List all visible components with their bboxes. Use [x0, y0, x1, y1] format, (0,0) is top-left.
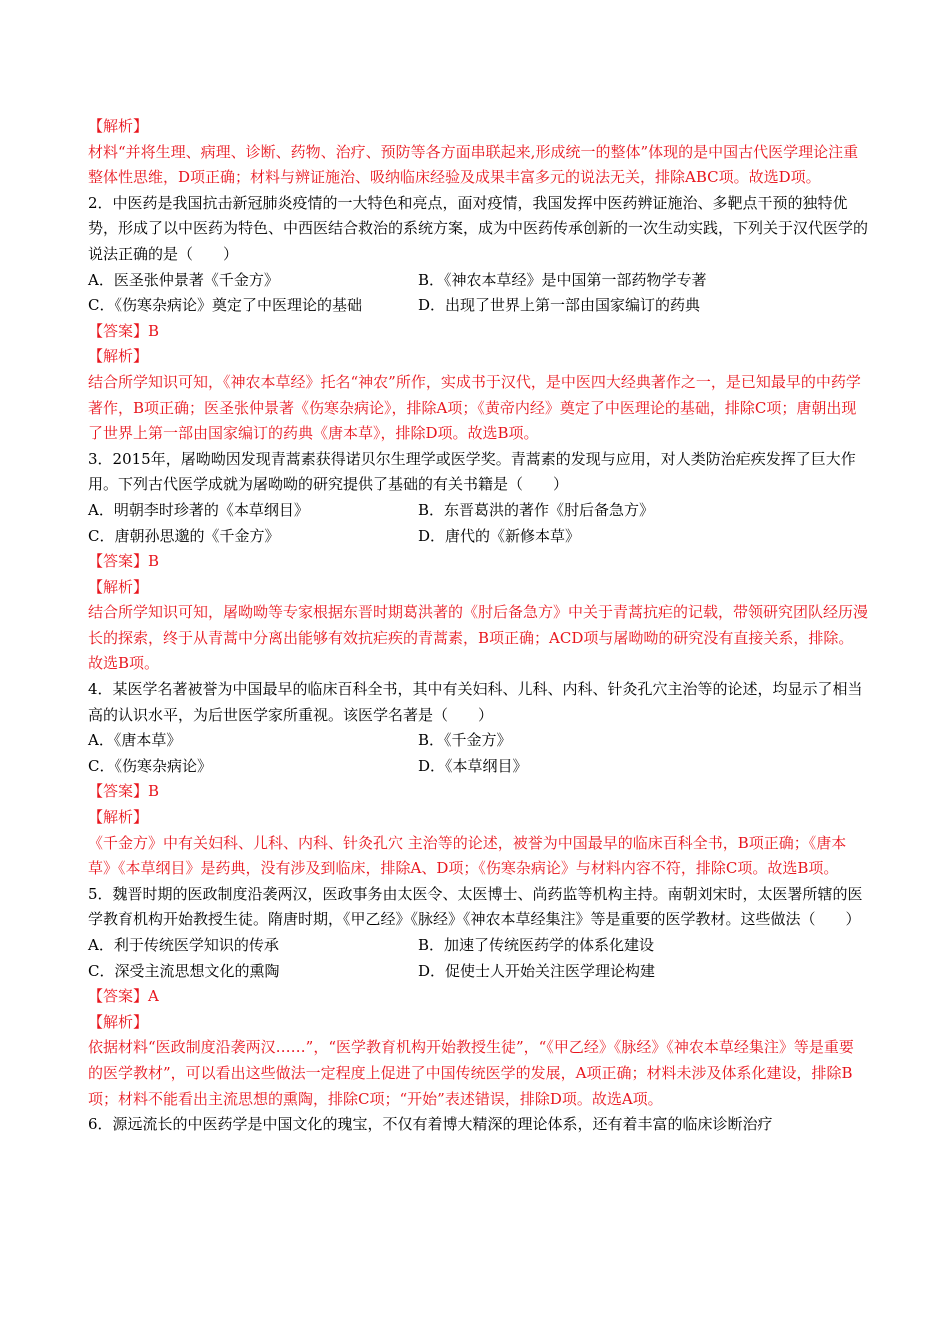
option-b: B．东晋葛洪的著作《肘后备急方》	[418, 500, 655, 519]
document-page	[88, 114, 868, 1138]
option-b: B．加速了传统医药学的体系化建设	[418, 936, 655, 954]
analysis-label: 【解析】	[88, 808, 149, 827]
analysis-text: 依据材料“医政制度沿袭两汉……”，“医学教育机构开始教授生徒”，“《甲乙经》《脉经》《神农本草经集注》等是重要的医学教材”，可以看出这些做法一定程度上促进了中国传统医学的发展，A项正确；材料未涉及体系化建设，排除B项；材料不能看出主流思想的熏陶，排除C项；“开始”表述错误，排除D项。故选A项。	[88, 1038, 854, 1108]
answer: 【答案】B	[88, 321, 160, 340]
option-d: D．《本草纲目》	[418, 756, 528, 775]
option-list	[88, 933, 868, 984]
option-a: A．明朝李时珍著的《本草纲目》	[88, 500, 309, 519]
answer: 【答案】A	[88, 987, 159, 1006]
option-a: A．利于传统医学知识的传承	[88, 936, 279, 954]
option-d: D．促使士人开始关注医学理论构建	[418, 961, 656, 980]
option-a: A．医圣张仲景著《千金方》	[88, 270, 279, 289]
option-d: D．唐代的《新修本草》	[418, 526, 581, 545]
question-stem: 4．某医学名著被誉为中国最早的临床百科全书，其中有关妇科、儿科、内科、针灸孔穴主治等的论述，均显示了相当高的认识水平，为后世医学家所重视。该医学名著是（ ）	[88, 680, 863, 724]
answer: 【答案】B	[88, 552, 160, 571]
option-d: D．出现了世界上第一部由国家编订的药典	[418, 296, 701, 315]
option-c: C．唐朝孙思邈的《千金方》	[88, 526, 280, 545]
option-b: B．《神农本草经》是中国第一部药物学专著	[418, 270, 707, 289]
analysis-label: 【解析】	[88, 347, 149, 366]
option-c: C．《伤寒杂病论》	[88, 756, 212, 775]
option-list	[88, 728, 868, 779]
option-c: C．《伤寒杂病论》奠定了中医理论的基础	[88, 296, 362, 315]
analysis-label: 【解析】	[88, 577, 149, 596]
option-b: B．《千金方》	[418, 731, 512, 750]
option-c: C．深受主流思想文化的熏陶	[88, 961, 280, 980]
answer: 【答案】B	[88, 782, 160, 801]
option-list	[88, 498, 868, 549]
option-list	[88, 268, 868, 319]
analysis-label: 【解析】	[88, 117, 149, 135]
question-stem: 5．魏晋时期的医政制度沿袭两汉，医政事务由太医令、太医博士、尚药监等机构主持。南朝刘宋时，太医署所辖的医学教育机构开始教授生徒。隋唐时期，《甲乙经》《脉经》《神农本草经集注》等是重要的医学教材。这些做法（ ）	[88, 884, 863, 929]
analysis-text: 结合所学知识可知，屠呦呦等专家根据东晋时期葛洪著的《肘后备急方》中关于青蒿抗疟的记载，带领研究团队经历漫长的探索，终于从青蒿中分离出能够有效抗疟疾的青蒿素，B项正确；ACD项与屠呦呦的研究没有直接关系，排除。故选B项。	[88, 603, 869, 673]
analysis-text: 材料“并将生理、病理、诊断、药物、治疗、预防等各方面串联起来,形成统一的整体”体现的是中国古代医学理论注重整体性思维，D项正确；材料与辨证施治、吸纳临床经验及成果丰富多元的说法无关，排除ABC项。故选D项。	[88, 142, 859, 187]
analysis-text: 《千金方》中有关妇科、儿科、内科、针灸孔穴 主治等的论述，被誉为中国最早的临床百科全书，B项正确；《唐本草》《本草纲目》是药典，没有涉及到临床，排除A、D项；《伤寒杂病论》与材料内容不符，排除C项。故选B项。	[88, 833, 847, 878]
question-stem: 6．源远流长的中医药学是中国文化的瑰宝，不仅有着博大精深的理论体系，还有着丰富的临床诊断治疗	[88, 1115, 773, 1134]
analysis-text: 结合所学知识可知，《神农本草经》托名“神农”所作，实成书于汉代，是中医四大经典著作之一，是已知最早的中药学著作，B项正确；医圣张仲景著《伤寒杂病论》，排除A项；《黄帝内经》奠定了中医理论的基础，排除C项；唐朝出现了世界上第一部由国家编订的药典《唐本草》，排除D项。故选B项。	[88, 372, 861, 443]
question-stem: 3．2015年，屠呦呦因发现青蒿素获得诺贝尔生理学或医学奖。青蒿素的发现与应用，对人类防治疟疾发挥了巨大作用。下列古代医学成就为屠呦呦的研究提供了基础的有关书籍是（ ）	[88, 449, 856, 494]
question-stem: 2．中医药是我国抗击新冠肺炎疫情的一大特色和亮点，面对疫情，我国发挥中医药辨证施治、多靶点干预的独特优势，形成了以中医药为特色、中西医结合救治的系统方案，成为中医药传承创新的一次生动实践，下列关于汉代医学的说法正确的是（ ）	[88, 193, 869, 263]
option-a: A．《唐本草》	[88, 731, 182, 750]
analysis-label: 【解析】	[88, 1012, 149, 1031]
